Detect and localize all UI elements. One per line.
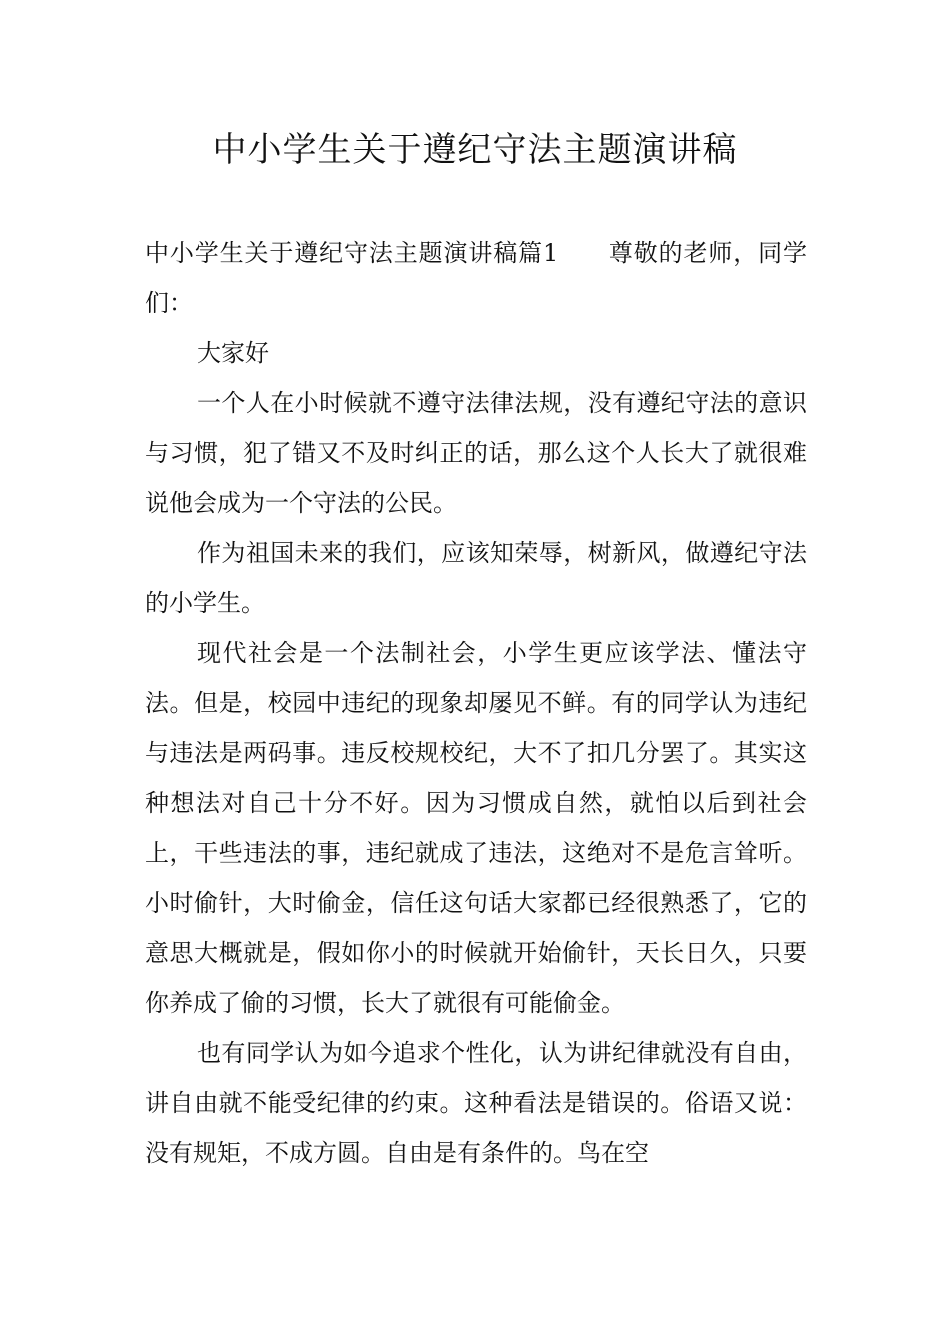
body-paragraph: 作为祖国未来的我们，应该知荣辱，树新风，做遵纪守法的小学生。	[145, 539, 807, 617]
body-paragraph: 一个人在小时候就不遵守法律法规，没有遵纪守法的意识与习惯，犯了错又不及时纠正的话，那么这个人长大了就很难说他会成为一个守法的公民。	[145, 389, 807, 517]
document-body	[145, 228, 807, 1178]
body-paragraph: 现代社会是一个法制社会，小学生更应该学法、懂法守法。但是，校园中违纪的现象却屡见不鲜。有的同学认为违纪与违法是两码事。违反校规校纪，大不了扣几分罢了。其实这种想法对自己十分不好。因为习惯成自然，就怕以后到社会上，干些违法的事，违纪就成了违法，这绝对不是危言耸听。 小时偷针，大时偷金，信任这句话大家都已经很熟悉了，它的意思大概就是，假如你小的时候就开始偷针，天长日久，只要你养成了偷的习惯，长大了就很有可能偷金。	[145, 639, 807, 1017]
greeting-paragraph: 大家好	[197, 339, 269, 367]
opening-paragraph: 中小学生关于遵纪守法主题演讲稿篇1 尊敬的老师，同学们：	[145, 239, 807, 317]
body-paragraph: 也有同学认为如今追求个性化，认为讲纪律就没有自由，讲自由就不能受纪律的约束。这种看法是错误的。俗语又说：没有规矩，不成方圆。自由是有条件的。鸟在空	[145, 1039, 807, 1167]
document-title: 中小学生关于遵纪守法主题演讲稿	[212, 130, 738, 170]
